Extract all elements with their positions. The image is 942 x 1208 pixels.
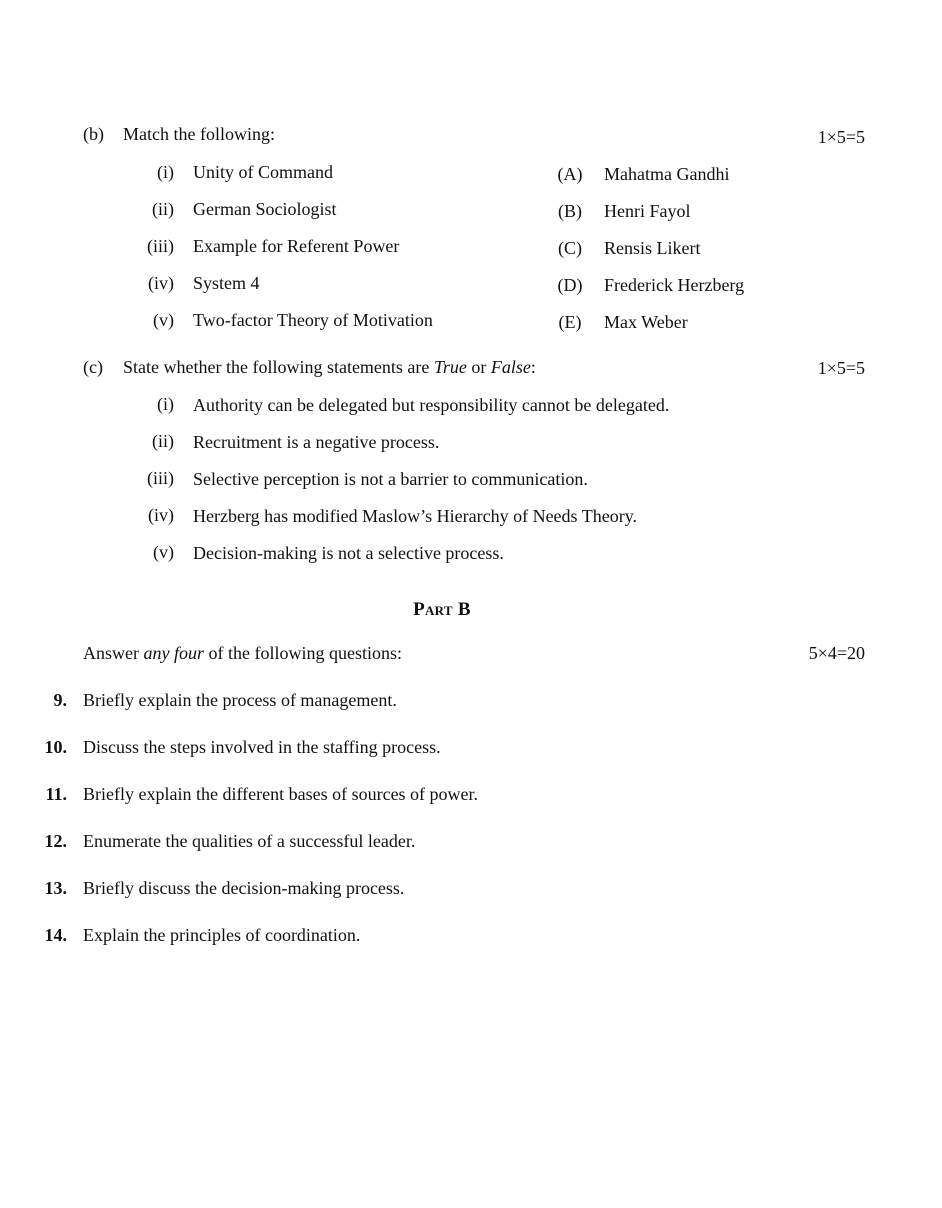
statement-num: (v) <box>153 542 174 562</box>
match-right-letter: (A) <box>557 164 583 184</box>
match-left-text: German Sociologist <box>193 199 337 219</box>
question-text: Briefly discuss the decision-making process. <box>83 878 405 898</box>
match-left-text: Unity of Command <box>193 162 333 182</box>
statement-text: Decision-making is not a selective process. <box>193 543 504 563</box>
section-b-label: (b) <box>83 124 104 144</box>
question-text: Enumerate the qualities of a successful leader. <box>83 831 416 851</box>
question-number: 12. <box>44 831 67 851</box>
match-left-num: (ii) <box>152 199 174 219</box>
match-right-letter: (E) <box>558 312 582 332</box>
match-right-letter: (D) <box>557 275 583 295</box>
match-left-num: (v) <box>153 310 174 330</box>
question-text: Briefly explain the process of management. <box>83 690 397 710</box>
section-c-heading: State whether the following statements are True or False: <box>123 357 536 377</box>
statement-num: (i) <box>157 394 174 414</box>
question-text: Discuss the steps involved in the staffing process. <box>83 737 441 757</box>
section-b-marks: 1×5=5 <box>817 127 865 147</box>
question-text: Briefly explain the different bases of sources of power. <box>83 784 479 804</box>
question-number: 10. <box>44 737 67 757</box>
match-left-text: Example for Referent Power <box>193 236 400 256</box>
match-right-text: Max Weber <box>604 312 688 332</box>
match-left-num: (i) <box>157 162 174 182</box>
match-right-letter: (C) <box>558 238 582 258</box>
match-right-text: Mahatma Gandhi <box>604 164 730 184</box>
match-left-num: (iii) <box>147 236 174 256</box>
part-b-title: Part B <box>413 599 471 620</box>
statement-num: (iv) <box>148 505 174 525</box>
question-text: Explain the principles of coordination. <box>83 925 361 945</box>
statement-text: Authority can be delegated but responsibility cannot be delegated. <box>193 395 670 415</box>
part-b-instruction: Answer any four of the following questions: <box>83 643 402 663</box>
match-left-text: System 4 <box>193 273 260 293</box>
statement-text: Recruitment is a negative process. <box>193 432 440 452</box>
question-number: 9. <box>53 690 67 710</box>
statement-num: (ii) <box>152 431 174 451</box>
question-number: 14. <box>44 925 67 945</box>
statement-text: Selective perception is not a barrier to communication. <box>193 469 588 489</box>
match-right-text: Henri Fayol <box>604 201 691 221</box>
question-number: 11. <box>45 784 67 804</box>
match-right-letter: (B) <box>558 201 582 221</box>
section-b-heading: Match the following: <box>123 124 275 144</box>
match-right-text: Rensis Likert <box>604 238 701 258</box>
part-b-marks: 5×4=20 <box>808 643 865 663</box>
section-c-label: (c) <box>83 357 103 377</box>
match-left-num: (iv) <box>148 273 174 293</box>
question-number: 13. <box>44 878 67 898</box>
match-right-text: Frederick Herzberg <box>604 275 745 295</box>
statement-text: Herzberg has modified Maslow’s Hierarchy of Needs Theory. <box>193 506 638 526</box>
match-left-text: Two-factor Theory of Motivation <box>193 310 433 330</box>
section-c-marks: 1×5=5 <box>817 358 865 378</box>
statement-num: (iii) <box>147 468 174 488</box>
